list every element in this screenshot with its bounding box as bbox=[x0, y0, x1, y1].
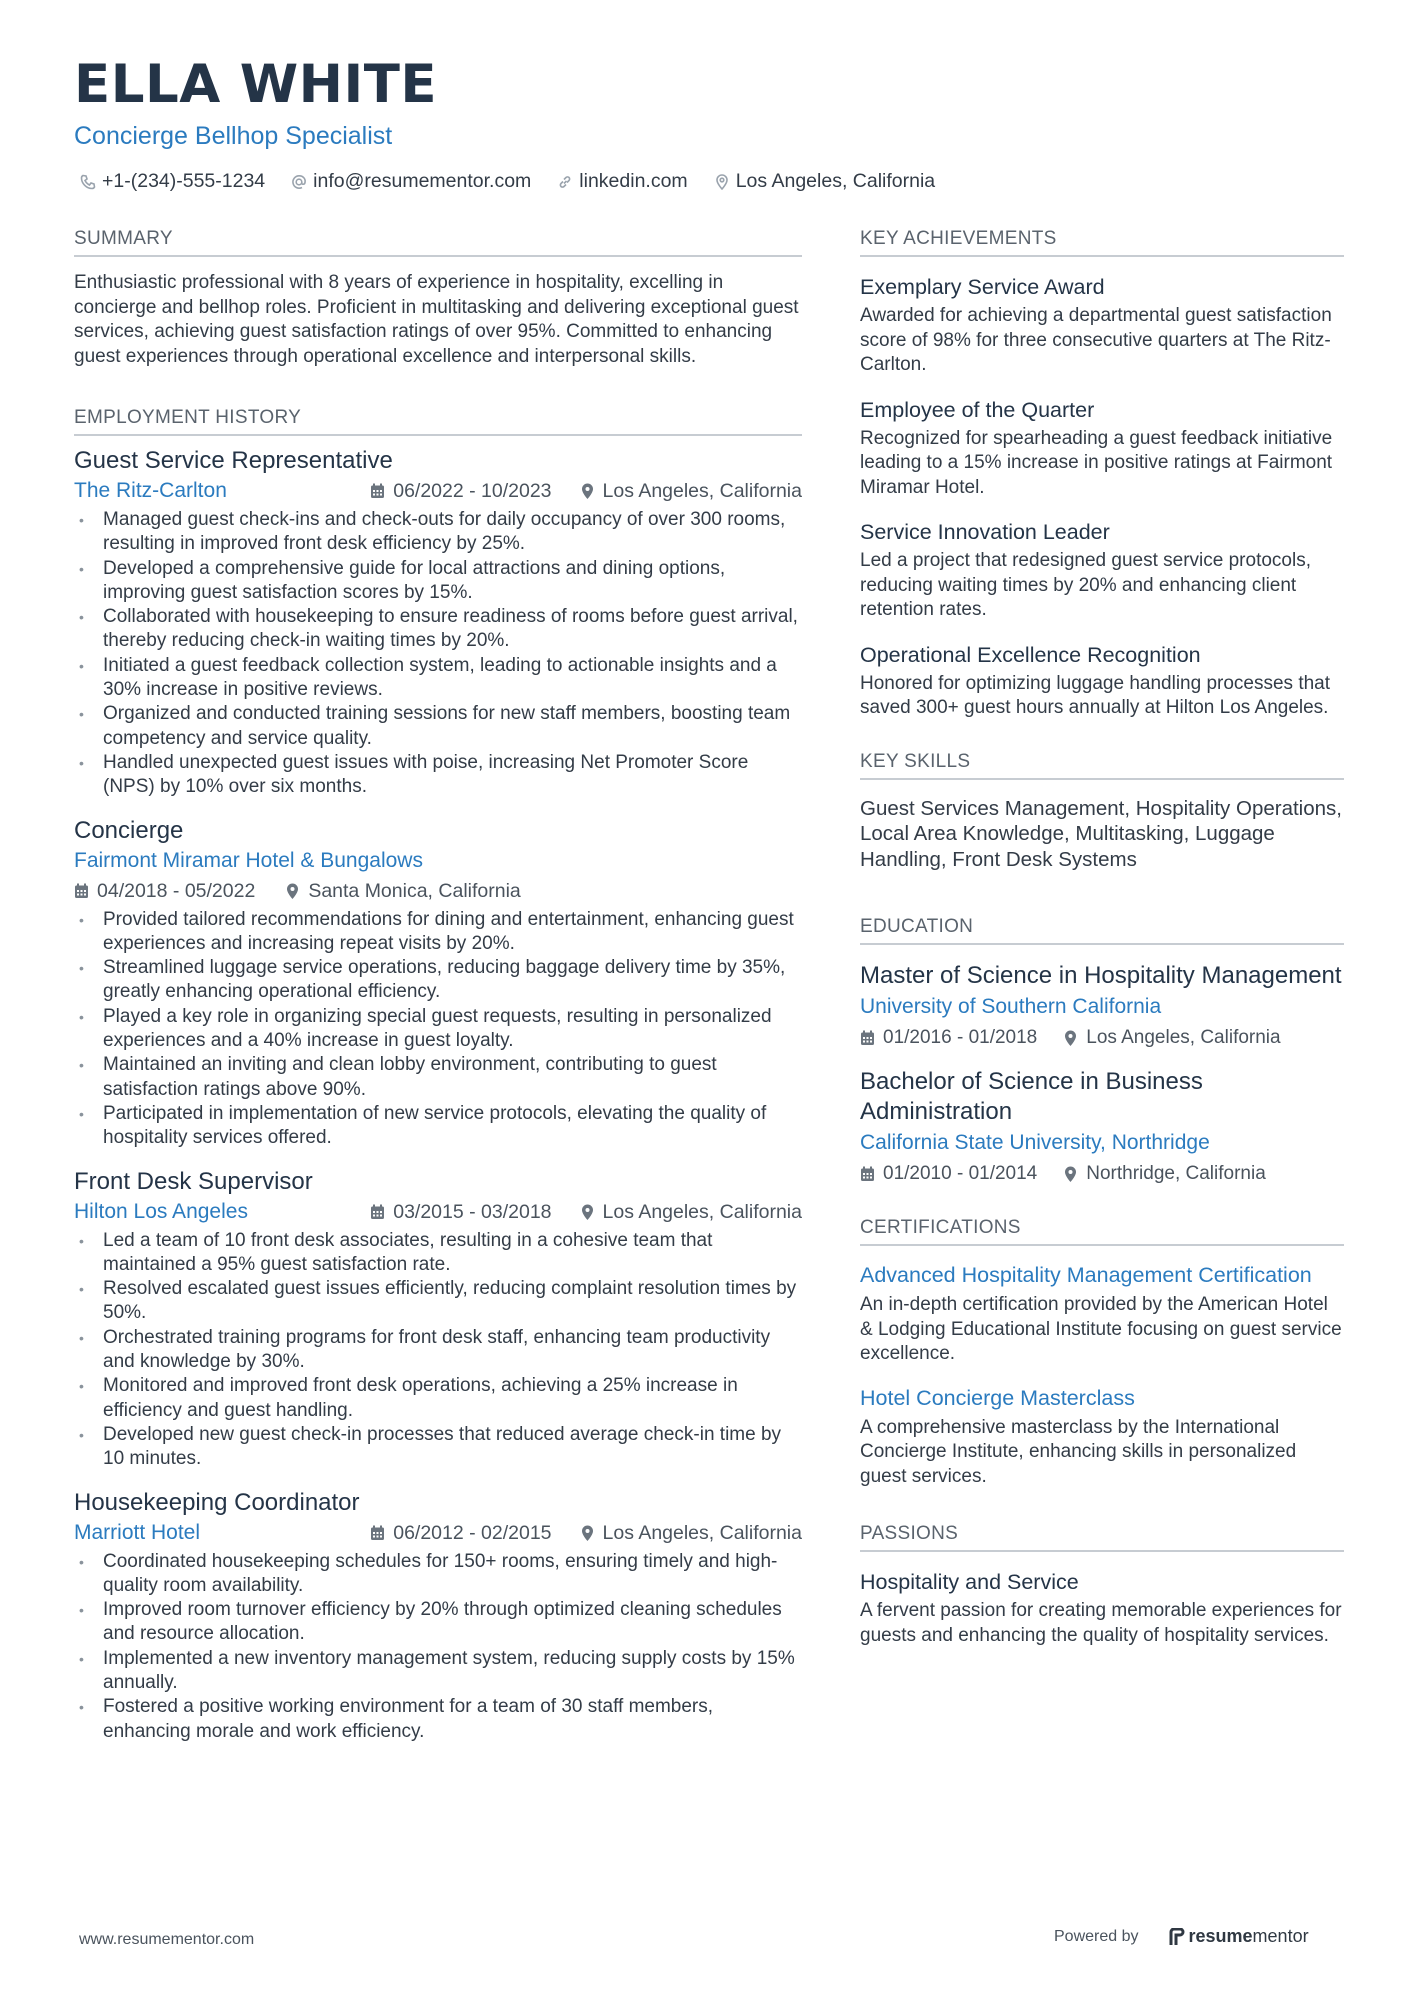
education-location bbox=[1063, 1023, 1280, 1053]
job-dates-text: 04/2018 - 05/2022 bbox=[97, 879, 256, 902]
job-bullet: • Led a team of 10 front desk associates, resulting in a cohesive team that maintained a 95% guest satisfaction rate. bbox=[74, 1229, 802, 1278]
achievements-list bbox=[860, 273, 1344, 721]
education-item bbox=[860, 1067, 1344, 1189]
skills-heading: KEY SKILLS bbox=[860, 751, 1344, 780]
job-location bbox=[580, 1518, 802, 1548]
job-location bbox=[580, 1197, 802, 1227]
achievements-heading: KEY ACHIEVEMENTS bbox=[860, 228, 1344, 257]
brand-bold: resume bbox=[1188, 1926, 1253, 1946]
job-position: Concierge bbox=[74, 816, 184, 844]
certifications-list bbox=[860, 1262, 1344, 1489]
achievement-title: Employee of the Quarter bbox=[860, 397, 1095, 422]
link-icon bbox=[557, 174, 573, 190]
passion-item bbox=[860, 1568, 1344, 1648]
education-location bbox=[1063, 1159, 1266, 1189]
job-bullet: • Streamlined luggage service operations, reducing baggage delivery time by 35%, greatly enhancing operational efficiency. bbox=[74, 956, 802, 1005]
achievement-item bbox=[860, 273, 1344, 378]
calendar-icon bbox=[860, 1166, 875, 1182]
summary-heading: SUMMARY bbox=[74, 228, 802, 257]
job-dates bbox=[74, 876, 255, 906]
job-meta bbox=[74, 476, 802, 506]
achievement-title: Service Innovation Leader bbox=[860, 520, 1110, 544]
linkedin-text: linkedin.com bbox=[579, 170, 688, 192]
location-pin-icon bbox=[1063, 1166, 1078, 1182]
powered-by-text: Powered by bbox=[1054, 1927, 1139, 1945]
candidate-name: ELLA WHITE bbox=[74, 54, 438, 115]
job-bullet: • Developed new guest check-in processes that reduced average check-in time by 10 minutes. bbox=[74, 1423, 802, 1472]
education-item bbox=[860, 961, 1344, 1053]
job-dates bbox=[370, 1197, 551, 1227]
achievement-text: Honored for optimizing luggage handling processes that saved 300+ guest hours annually at Hilton Los Angeles. bbox=[860, 672, 1331, 718]
certification-item bbox=[860, 1385, 1344, 1490]
footer-website[interactable]: www.resumementor.com bbox=[79, 1931, 255, 1948]
certification-text: An in-depth certification provided by the American Hotel & Lodging Educational Institute focusing on guest service excellence. bbox=[860, 1294, 1342, 1364]
certification-title[interactable]: Hotel Concierge Masterclass bbox=[860, 1385, 1135, 1410]
employment-heading: EMPLOYMENT HISTORY bbox=[74, 407, 802, 436]
job-bullet: • Played a key role in organizing special guest requests, resulting in personalized experiences and a 40% increase in guest loyalty. bbox=[74, 1005, 802, 1054]
job-bullet: • Fostered a positive working environment for a team of 30 staff members, enhancing morale and work efficiency. bbox=[74, 1695, 802, 1744]
job-bullets bbox=[74, 508, 802, 800]
achievement-text: Recognized for spearheading a guest feedback initiative leading to a 15% increase in positive ratings at Fairmont Miramar Hotel. bbox=[860, 427, 1333, 498]
job-bullet: • Handled unexpected guest issues with poise, increasing Net Promoter Score (NPS) by 10% over six months. bbox=[74, 751, 802, 800]
job-location-text: Los Angeles, California bbox=[602, 1200, 802, 1223]
location-pin-icon bbox=[580, 1204, 595, 1220]
achievement-title: Operational Excellence Recognition bbox=[860, 642, 1201, 667]
education-school[interactable]: University of Southern California bbox=[860, 995, 1162, 1018]
passions-heading: PASSIONS bbox=[860, 1523, 1344, 1552]
calendar-icon bbox=[370, 1204, 385, 1220]
brand-mark-icon bbox=[1169, 1928, 1185, 1946]
location-pin-icon bbox=[580, 1525, 595, 1541]
education-list bbox=[860, 961, 1344, 1189]
job-bullet: • Managed guest check-ins and check-outs for daily occupancy of over 300 rooms, resulting in improved front desk efficiency by 25%. bbox=[74, 508, 802, 557]
achievement-item bbox=[860, 518, 1344, 623]
job-company[interactable]: Fairmont Miramar Hotel & Bungalows bbox=[74, 848, 423, 872]
job-bullets bbox=[74, 1550, 802, 1744]
education-degree: Master of Science in Hospitality Management bbox=[860, 962, 1342, 989]
job-meta bbox=[74, 1197, 802, 1227]
phone-text: +1-(234)-555-1234 bbox=[102, 170, 266, 192]
passion-text: A fervent passion for creating memorable experiences for guests and enhancing the quality of hospitality services. bbox=[860, 1600, 1342, 1646]
calendar-icon bbox=[370, 1525, 385, 1541]
job-location bbox=[580, 476, 802, 506]
passion-title: Hospitality and Service bbox=[860, 1570, 1079, 1594]
location-pin-icon bbox=[285, 883, 300, 899]
job-bullet: • Orchestrated training programs for front desk staff, enhancing team productivity and knowledge by 30%. bbox=[74, 1326, 802, 1375]
job-bullet: • Initiated a guest feedback collection system, leading to actionable insights and a 30% increase in positive reviews. bbox=[74, 654, 802, 703]
job-dates bbox=[370, 1518, 551, 1548]
education-location-text: Los Angeles, California bbox=[1086, 1027, 1281, 1048]
certification-text: A comprehensive masterclass by the International Concierge Institute, enhancing skills in personalized guest services. bbox=[860, 1416, 1297, 1487]
job-entry bbox=[74, 816, 802, 1151]
achievement-item bbox=[860, 396, 1344, 501]
job-title: Concierge Bellhop Specialist bbox=[74, 122, 393, 150]
job-entry bbox=[74, 446, 802, 800]
job-dates-text: 06/2012 - 02/2015 bbox=[393, 1521, 552, 1544]
job-bullet: • Implemented a new inventory management system, reducing supply costs by 15% annually. bbox=[74, 1647, 802, 1696]
education-dates-text: 01/2016 - 01/2018 bbox=[883, 1027, 1038, 1048]
left-column bbox=[74, 228, 802, 1760]
job-bullet: • Monitored and improved front desk operations, achieving a 25% increase in efficiency and guest handling. bbox=[74, 1374, 802, 1423]
certifications-heading: CERTIFICATIONS bbox=[860, 1217, 1344, 1246]
job-location-text: Los Angeles, California bbox=[602, 480, 802, 502]
job-position: Housekeeping Coordinator bbox=[74, 1488, 360, 1516]
achievement-title: Exemplary Service Award bbox=[860, 275, 1105, 299]
job-dates-text: 03/2015 - 03/2018 bbox=[393, 1200, 552, 1223]
job-bullets bbox=[74, 1229, 802, 1472]
footer-powered bbox=[1054, 1926, 1309, 1947]
education-meta bbox=[860, 1023, 1344, 1053]
education-degree: Bachelor of Science in Business Administration bbox=[860, 1068, 1203, 1125]
employment-list bbox=[74, 446, 802, 1744]
job-bullet: • Maintained an inviting and clean lobby environment, contributing to guest satisfaction ratings above 90%. bbox=[74, 1053, 802, 1102]
email-text: info@resumementor.com bbox=[313, 170, 532, 192]
job-bullet: • Collaborated with housekeeping to ensure readiness of rooms before guest arrival, thereby reducing check-in waiting times by 20%. bbox=[74, 605, 802, 654]
job-company[interactable]: Marriott Hotel bbox=[74, 1520, 201, 1544]
education-heading: EDUCATION bbox=[860, 916, 1344, 945]
certification-title[interactable]: Advanced Hospitality Management Certification bbox=[860, 1263, 1312, 1287]
job-bullet: • Improved room turnover efficiency by 20% through optimized cleaning schedules and resource allocation. bbox=[74, 1598, 802, 1647]
achievement-text: Awarded for achieving a departmental guest satisfaction score of 98% for three consecutive quarters at The Ritz-Carlton. bbox=[860, 305, 1332, 375]
brand-light: mentor bbox=[1252, 1926, 1309, 1946]
job-position: Front Desk Supervisor bbox=[74, 1167, 313, 1195]
job-entry bbox=[74, 1167, 802, 1472]
brand-logo[interactable] bbox=[1169, 1926, 1309, 1947]
at-icon bbox=[291, 174, 307, 190]
job-bullet: • Provided tailored recommendations for dining and entertainment, enhancing guest experiences and increasing repeat visits by 20%. bbox=[74, 908, 802, 957]
summary-text: Enthusiastic professional with 8 years of experience in hospitality, excelling in concierge and bellhop roles. Proficient in multitasking and delivering exceptional guest services, achieving guest satisfaction ratings of over 95%. Committed to enhancing guest experiences through operational excellence and interpersonal skills. bbox=[74, 272, 799, 367]
job-dates bbox=[370, 476, 551, 506]
job-meta bbox=[74, 876, 802, 906]
contact-phone[interactable] bbox=[80, 170, 265, 193]
achievement-item bbox=[860, 641, 1344, 721]
job-bullet: • Coordinated housekeeping schedules for 150+ rooms, ensuring timely and high-quality room availability. bbox=[74, 1550, 802, 1599]
calendar-icon bbox=[860, 1030, 875, 1046]
job-location bbox=[285, 876, 520, 906]
achievement-text: Led a project that redesigned guest service protocols, reducing waiting times by 20% and enhancing client retention rates. bbox=[860, 550, 1311, 620]
job-bullet: • Resolved escalated guest issues efficiently, reducing complaint resolution times by 50%. bbox=[74, 1277, 802, 1326]
right-column bbox=[860, 228, 1344, 1666]
education-meta bbox=[860, 1159, 1344, 1189]
contact-location bbox=[714, 170, 935, 193]
certification-item bbox=[860, 1262, 1344, 1367]
job-bullet: • Developed a comprehensive guide for local attractions and dining options, improving guest satisfaction scores by 15%. bbox=[74, 557, 802, 606]
job-bullet: • Participated in implementation of new service protocols, elevating the quality of hospitality services offered. bbox=[74, 1102, 802, 1151]
calendar-icon bbox=[370, 483, 385, 499]
phone-icon bbox=[80, 174, 96, 190]
job-dates-text: 06/2022 - 10/2023 bbox=[393, 480, 552, 502]
education-location-text: Northridge, California bbox=[1086, 1163, 1266, 1184]
job-location-text: Santa Monica, California bbox=[308, 879, 521, 902]
passions-list bbox=[860, 1568, 1344, 1648]
job-bullet: • Organized and conducted training sessions for new staff members, boosting team competency and service quality. bbox=[74, 702, 802, 751]
job-bullets bbox=[74, 908, 802, 1151]
location-pin-icon bbox=[714, 174, 730, 190]
contact-email[interactable] bbox=[291, 170, 531, 193]
job-meta bbox=[74, 1518, 802, 1548]
job-company[interactable]: Hilton Los Angeles bbox=[74, 1199, 248, 1223]
location-pin-icon bbox=[1063, 1030, 1078, 1046]
education-dates-text: 01/2010 - 01/2014 bbox=[883, 1163, 1038, 1184]
job-location-text: Los Angeles, California bbox=[602, 1521, 802, 1544]
job-entry bbox=[74, 1488, 802, 1744]
education-dates bbox=[860, 1023, 1037, 1053]
education-dates bbox=[860, 1159, 1037, 1189]
location-text: Los Angeles, California bbox=[735, 170, 936, 192]
job-company[interactable]: The Ritz-Carlton bbox=[74, 479, 227, 502]
calendar-icon bbox=[74, 883, 89, 899]
location-pin-icon bbox=[580, 483, 595, 499]
contact-linkedin[interactable] bbox=[557, 170, 687, 193]
job-position: Guest Service Representative bbox=[74, 447, 393, 474]
education-school[interactable]: California State University, Northridge bbox=[860, 1131, 1210, 1154]
skills-text: Guest Services Management, Hospitality Operations, Local Area Knowledge, Multitasking, Luggage Handling, Front Desk Systems bbox=[860, 796, 1342, 871]
contact-row bbox=[80, 170, 935, 193]
